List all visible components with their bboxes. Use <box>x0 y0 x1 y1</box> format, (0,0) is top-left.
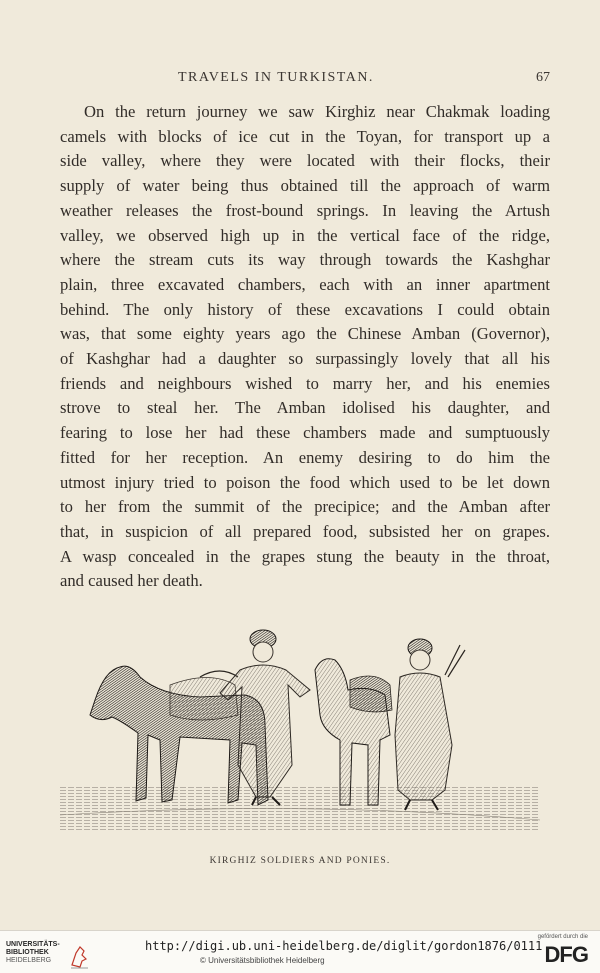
permalink-url[interactable]: http://digi.ub.uni-heidelberg.de/diglit/gordon1876/0111 <box>145 939 543 953</box>
text-line: supply of water being thus obtained till the approach of warm <box>60 176 550 196</box>
university-library-logo[interactable] <box>6 941 86 969</box>
dfg-logo[interactable]: DFG <box>544 942 588 967</box>
logo-line: HEIDELBERG <box>6 957 52 964</box>
text-line: utmost injury tried to poison the food which used to be let down <box>60 472 550 492</box>
illustration-caption: KIRGHIZ SOLDIERS AND PONIES. <box>209 856 391 866</box>
text-line: where the stream cuts its way through towards the Kashghar <box>60 250 550 270</box>
text-line: fearing to lose her had these chambers made and sumptuously <box>60 423 550 443</box>
page-header <box>60 70 550 90</box>
page-number: 67 <box>536 70 550 85</box>
right-pony <box>315 659 392 805</box>
body-text <box>60 100 550 594</box>
text-line: that, in suspicion of all prepared food, subsisted her on grapes. <box>60 521 550 541</box>
text-line: and caused her death. <box>60 571 203 591</box>
text-line: valley, we observed high up in the vertical face of the ridge, <box>60 225 550 245</box>
standing-soldier-right <box>395 639 465 810</box>
text-line: On the return journey we saw Kirghiz near Chakmak loading <box>84 102 550 121</box>
text-line: of Kashghar had a daughter so surpassingly lovely that all his <box>60 349 550 369</box>
text-line: behind. The only history of these excavations I could obtain <box>60 299 550 319</box>
text-line: to her from the summit of the precipice; and the Amban after <box>60 497 550 517</box>
text-line: strove to steal her. The Amban idolised his daughter, and <box>60 398 550 418</box>
ground-shading <box>60 785 540 830</box>
text-line: weather releases the frost-bound springs. In leaving the Artush <box>60 200 550 220</box>
logo-line: BIBLIOTHEK <box>6 949 49 956</box>
viewer-footer <box>0 930 600 973</box>
logo-line: UNIVERSITÄTS- <box>6 941 60 948</box>
text-line: camels with blocks of ice cut in the Toyan, for transport up a <box>60 126 550 146</box>
text-line: friends and neighbours wished to marry her, and his enemies <box>60 373 550 393</box>
heraldic-lion-icon <box>68 943 90 969</box>
copyright-notice: © Universitätsbibliothek Heidelberg <box>200 956 325 965</box>
text-line: plain, three excavated chambers, each with an inner apartment <box>60 274 550 294</box>
funding-note: gefördert durch die <box>537 934 588 940</box>
text-line: fitted for her reception. An enemy desiring to do him the <box>60 447 550 467</box>
running-title: TRAVELS IN TURKISTAN. <box>178 70 374 85</box>
text-line: side valley, where they were located with their flocks, their <box>60 151 550 171</box>
engraving-kirghiz-soldiers-ponies <box>60 615 540 840</box>
text-line: A wasp concealed in the grapes stung the beauty in the throat, <box>60 546 550 566</box>
text-line: was, that some eighty years ago the Chinese Amban (Governor), <box>60 324 550 344</box>
